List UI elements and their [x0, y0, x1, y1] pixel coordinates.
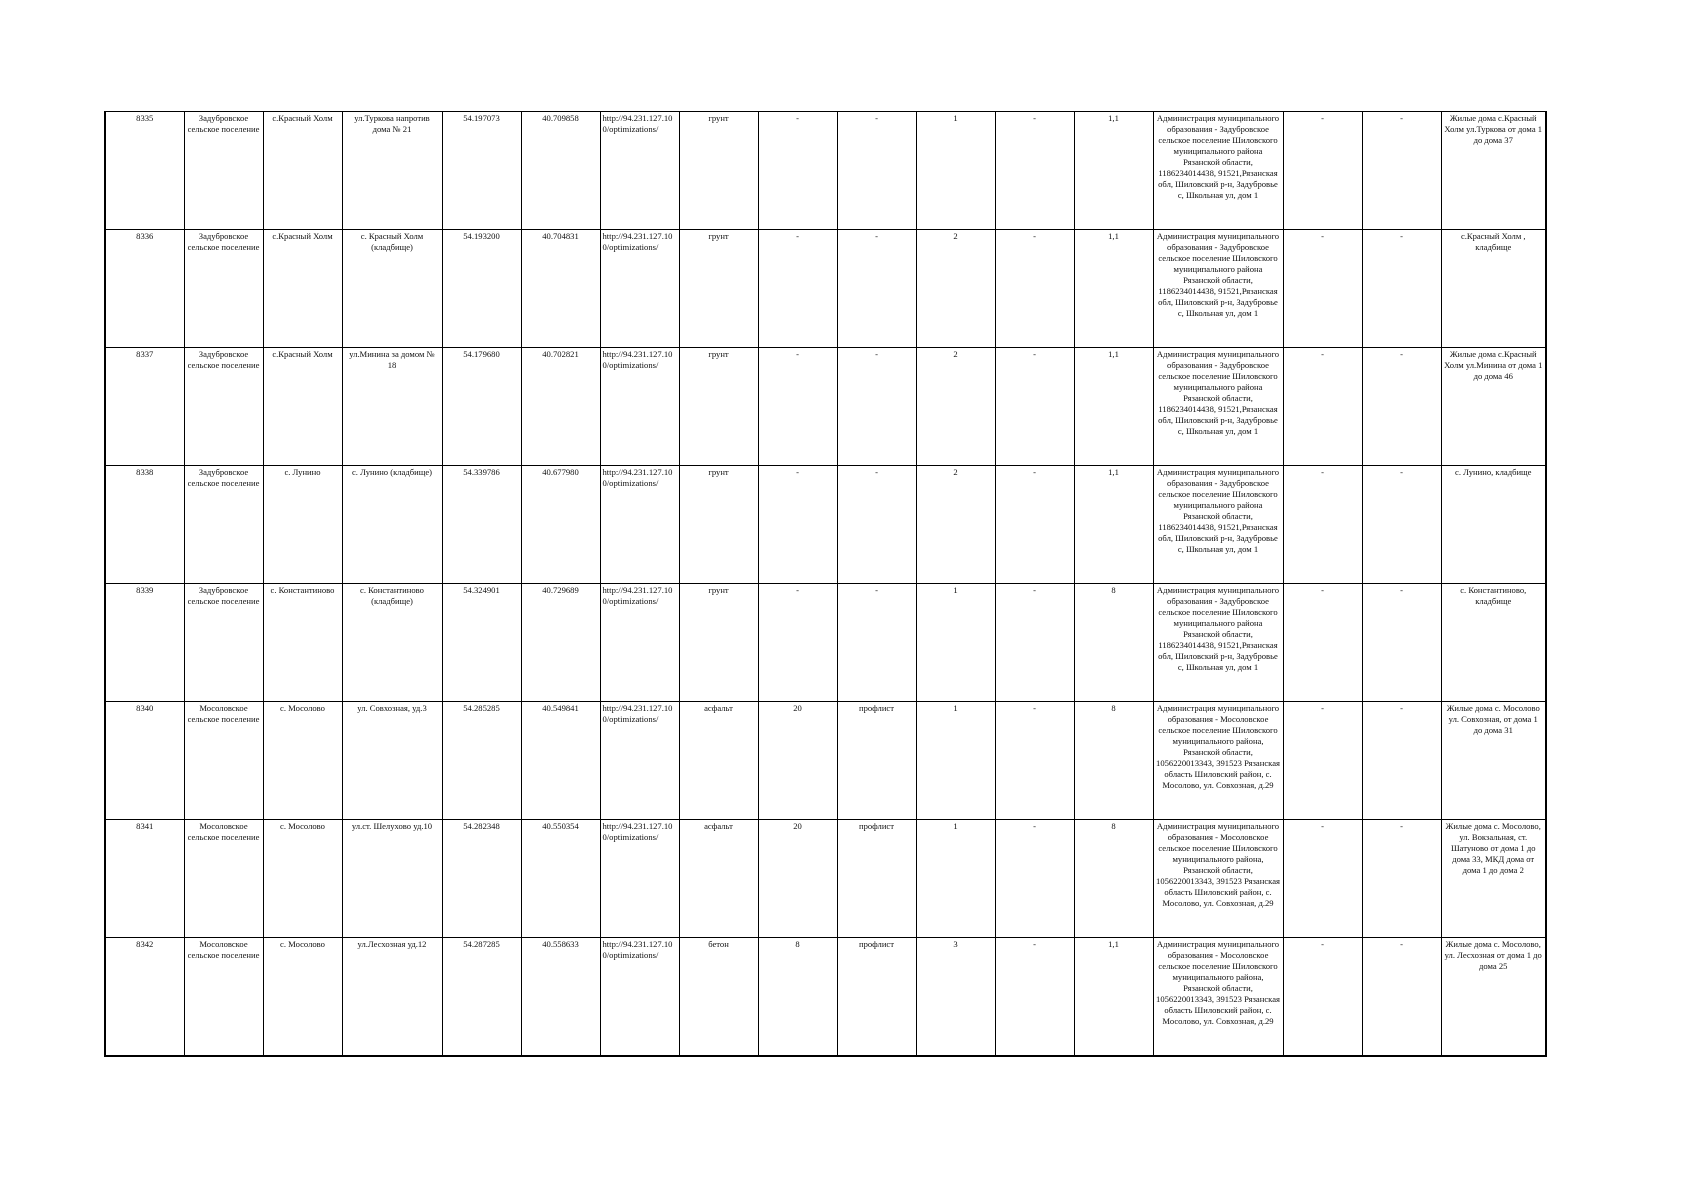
longitude-cell: 40.550354 — [521, 820, 600, 938]
latitude-cell: 54.179680 — [442, 348, 521, 466]
address-cell: ул. Совхозная, уд.3 — [342, 702, 442, 820]
surface-cell: асфальт — [679, 702, 758, 820]
document-page — [104, 111, 1547, 1057]
locality-cell: с.Красный Холм — [263, 112, 342, 230]
owner-cell: Администрация муниципального образования - Мосоловское сельское поселение Шиловского муниципального района, Рязанской области, 1056220013343, 391523 Рязанская область Шиловский район, с. Мосолово, ул. Совхозная, д.29 — [1153, 938, 1283, 1057]
area-cell: - — [758, 584, 837, 702]
surface-cell: грунт — [679, 348, 758, 466]
owner-cell: Администрация муниципального образования - Мосоловское сельское поселение Шиловского муниципального района, Рязанской области, 1056220013343, 391523 Рязанская область Шиловский район, с. Мосолово, ул. Совхозная, д.29 — [1153, 820, 1283, 938]
area-cell: 20 — [758, 702, 837, 820]
link-cell: http://94.231.127.100/optimizations/ — [600, 112, 679, 230]
surface-cell: асфальт — [679, 820, 758, 938]
address-cell: ул.Лесхозная уд.12 — [342, 938, 442, 1057]
owner-cell: Администрация муниципального образования - Мосоловское сельское поселение Шиловского муниципального района, Рязанской области, 1056220013343, 391523 Рязанская область Шиловский район, с. Мосолово, ул. Совхозная, д.29 — [1153, 702, 1283, 820]
sources-cell: Жилые дома с. Мосолово, ул. Лесхозная от дома 1 до дома 25 — [1441, 938, 1546, 1057]
sources-cell: Жилые дома с.Красный Холм ул.Минина от дома 1 до дома 46 — [1441, 348, 1546, 466]
area-cell: - — [758, 466, 837, 584]
address-cell: ул.ст. Шелухово уд.10 — [342, 820, 442, 938]
link-cell: http://94.231.127.100/optimizations/ — [600, 702, 679, 820]
address-cell: ул.Минина за домом № 18 — [342, 348, 442, 466]
table-row — [105, 466, 1546, 584]
table-row — [105, 820, 1546, 938]
sources-cell: Жилые дома с. Мосолово ул. Совхозная, от дома 1 до дома 31 — [1441, 702, 1546, 820]
containers-cell: 1 — [916, 112, 995, 230]
address-cell: с. Лунино (кладбище) — [342, 466, 442, 584]
sources-cell: с.Красный Холм , кладбище — [1441, 230, 1546, 348]
locality-cell: с. Константиново — [263, 584, 342, 702]
longitude-cell: 40.702821 — [521, 348, 600, 466]
row-number: 8340 — [105, 702, 184, 820]
address-cell: ул.Туркова напротив дома № 21 — [342, 112, 442, 230]
table-row — [105, 348, 1546, 466]
fence-cell: профлист — [837, 702, 916, 820]
locality-cell: с.Красный Холм — [263, 348, 342, 466]
containers-cell: 1 — [916, 702, 995, 820]
empty-cell: - — [1283, 584, 1362, 702]
locality-cell: с. Мосолово — [263, 702, 342, 820]
empty-cell: - — [1283, 348, 1362, 466]
row-number: 8338 — [105, 466, 184, 584]
table-row — [105, 938, 1546, 1057]
containers-cell: 3 — [916, 938, 995, 1057]
row-number: 8341 — [105, 820, 184, 938]
containers-cell: 2 — [916, 466, 995, 584]
fence-cell: - — [837, 348, 916, 466]
empty-cell: - — [1362, 702, 1441, 820]
table-row — [105, 584, 1546, 702]
area-cell: 20 — [758, 820, 837, 938]
empty-cell: - — [1283, 938, 1362, 1057]
table-row — [105, 702, 1546, 820]
empty-cell: - — [995, 702, 1074, 820]
area-cell: - — [758, 230, 837, 348]
address-cell: с. Константиново (кладбище) — [342, 584, 442, 702]
longitude-cell: 40.677980 — [521, 466, 600, 584]
sources-cell: Жилые дома с. Мосолово, ул. Вокзальная, ст. Шатуново от дома 1 до дома 33, МКД дома от дома 1 до дома 2 — [1441, 820, 1546, 938]
sources-cell: с. Лунино, кладбище — [1441, 466, 1546, 584]
volume-cell: 1,1 — [1074, 938, 1153, 1057]
sources-cell: Жилые дома с.Красный Холм ул.Туркова от дома 1 до дома 37 — [1441, 112, 1546, 230]
link-cell: http://94.231.127.100/optimizations/ — [600, 584, 679, 702]
locality-cell: с.Красный Холм — [263, 230, 342, 348]
empty-cell: - — [995, 466, 1074, 584]
latitude-cell: 54.282348 — [442, 820, 521, 938]
empty-cell: - — [1283, 466, 1362, 584]
empty-cell: - — [1283, 112, 1362, 230]
surface-cell: грунт — [679, 230, 758, 348]
volume-cell: 8 — [1074, 702, 1153, 820]
longitude-cell: 40.558633 — [521, 938, 600, 1057]
locality-cell: с. Мосолово — [263, 820, 342, 938]
settlement-cell: Мосоловское сельское поселение — [184, 702, 263, 820]
empty-cell: - — [1362, 348, 1441, 466]
fence-cell: - — [837, 230, 916, 348]
owner-cell: Администрация муниципального образования - Задубровское сельское поселение Шиловского муниципального района Рязанской области, 1186234014438, 91521,Рязанская обл, Шиловский р-н, Задубровье с, Школьная ул, дом 1 — [1153, 584, 1283, 702]
volume-cell: 1,1 — [1074, 230, 1153, 348]
empty-cell: - — [995, 820, 1074, 938]
waste-sites-registry-table — [104, 111, 1547, 1057]
surface-cell: грунт — [679, 112, 758, 230]
containers-cell: 2 — [916, 230, 995, 348]
surface-cell: грунт — [679, 466, 758, 584]
link-cell: http://94.231.127.100/optimizations/ — [600, 820, 679, 938]
settlement-cell: Мосоловское сельское поселение — [184, 820, 263, 938]
empty-cell: - — [1362, 584, 1441, 702]
table-row — [105, 230, 1546, 348]
fence-cell: профлист — [837, 938, 916, 1057]
longitude-cell: 40.704831 — [521, 230, 600, 348]
link-cell: http://94.231.127.100/optimizations/ — [600, 938, 679, 1057]
volume-cell: 1,1 — [1074, 348, 1153, 466]
settlement-cell: Задубровское сельское поселение — [184, 112, 263, 230]
latitude-cell: 54.285285 — [442, 702, 521, 820]
link-cell: http://94.231.127.100/optimizations/ — [600, 348, 679, 466]
empty-cell: - — [995, 112, 1074, 230]
row-number: 8337 — [105, 348, 184, 466]
empty-cell: - — [995, 348, 1074, 466]
settlement-cell: Задубровское сельское поселение — [184, 230, 263, 348]
empty-cell: - — [995, 938, 1074, 1057]
row-number: 8339 — [105, 584, 184, 702]
row-number: 8336 — [105, 230, 184, 348]
table-body — [105, 112, 1546, 1057]
containers-cell: 1 — [916, 584, 995, 702]
longitude-cell: 40.549841 — [521, 702, 600, 820]
empty-cell: - — [1283, 702, 1362, 820]
empty-cell: - — [1283, 230, 1362, 348]
containers-cell: 1 — [916, 820, 995, 938]
settlement-cell: Задубровское сельское поселение — [184, 348, 263, 466]
empty-cell: - — [995, 584, 1074, 702]
settlement-cell: Задубровское сельское поселение — [184, 584, 263, 702]
surface-cell: грунт — [679, 584, 758, 702]
latitude-cell: 54.287285 — [442, 938, 521, 1057]
empty-cell: - — [1362, 466, 1441, 584]
fence-cell: профлист — [837, 820, 916, 938]
volume-cell: 1,1 — [1074, 466, 1153, 584]
fence-cell: - — [837, 466, 916, 584]
row-number: 8335 — [105, 112, 184, 230]
surface-cell: бетон — [679, 938, 758, 1057]
table-row — [105, 112, 1546, 230]
link-cell: http://94.231.127.100/optimizations/ — [600, 230, 679, 348]
latitude-cell: 54.324901 — [442, 584, 521, 702]
volume-cell: 8 — [1074, 584, 1153, 702]
latitude-cell: 54.339786 — [442, 466, 521, 584]
volume-cell: 1,1 — [1074, 112, 1153, 230]
settlement-cell: Задубровское сельское поселение — [184, 466, 263, 584]
owner-cell: Администрация муниципального образования - Задубровское сельское поселение Шиловского муниципального района Рязанской области, 1186234014438, 91521,Рязанская обл, Шиловский р-н, Задубровье с, Школьная ул, дом 1 — [1153, 466, 1283, 584]
fence-cell: - — [837, 584, 916, 702]
owner-cell: Администрация муниципального образования - Задубровское сельское поселение Шиловского муниципального района Рязанской области, 1186234014438, 91521,Рязанская обл, Шиловский р-н, Задубровье с, Школьная ул, дом 1 — [1153, 348, 1283, 466]
latitude-cell: 54.197073 — [442, 112, 521, 230]
longitude-cell: 40.709858 — [521, 112, 600, 230]
empty-cell: - — [995, 230, 1074, 348]
longitude-cell: 40.729689 — [521, 584, 600, 702]
empty-cell: - — [1283, 820, 1362, 938]
link-cell: http://94.231.127.100/optimizations/ — [600, 466, 679, 584]
area-cell: - — [758, 348, 837, 466]
fence-cell: - — [837, 112, 916, 230]
area-cell: 8 — [758, 938, 837, 1057]
empty-cell: - — [1362, 230, 1441, 348]
locality-cell: с. Лунино — [263, 466, 342, 584]
volume-cell: 8 — [1074, 820, 1153, 938]
latitude-cell: 54.193200 — [442, 230, 521, 348]
locality-cell: с. Мосолово — [263, 938, 342, 1057]
row-number: 8342 — [105, 938, 184, 1057]
empty-cell: - — [1362, 820, 1441, 938]
sources-cell: с. Константиново, кладбище — [1441, 584, 1546, 702]
owner-cell: Администрация муниципального образования - Задубровское сельское поселение Шиловского муниципального района Рязанской области, 1186234014438, 91521,Рязанская обл, Шиловский р-н, Задубровье с, Школьная ул, дом 1 — [1153, 230, 1283, 348]
empty-cell: - — [1362, 938, 1441, 1057]
area-cell: - — [758, 112, 837, 230]
settlement-cell: Мосоловское сельское поселение — [184, 938, 263, 1057]
containers-cell: 2 — [916, 348, 995, 466]
owner-cell: Администрация муниципального образования - Задубровское сельское поселение Шиловского муниципального района Рязанской области, 1186234014438, 91521,Рязанская обл, Шиловский р-н, Задубровье с, Школьная ул, дом 1 — [1153, 112, 1283, 230]
address-cell: с. Красный Холм (кладбище) — [342, 230, 442, 348]
empty-cell: - — [1362, 112, 1441, 230]
